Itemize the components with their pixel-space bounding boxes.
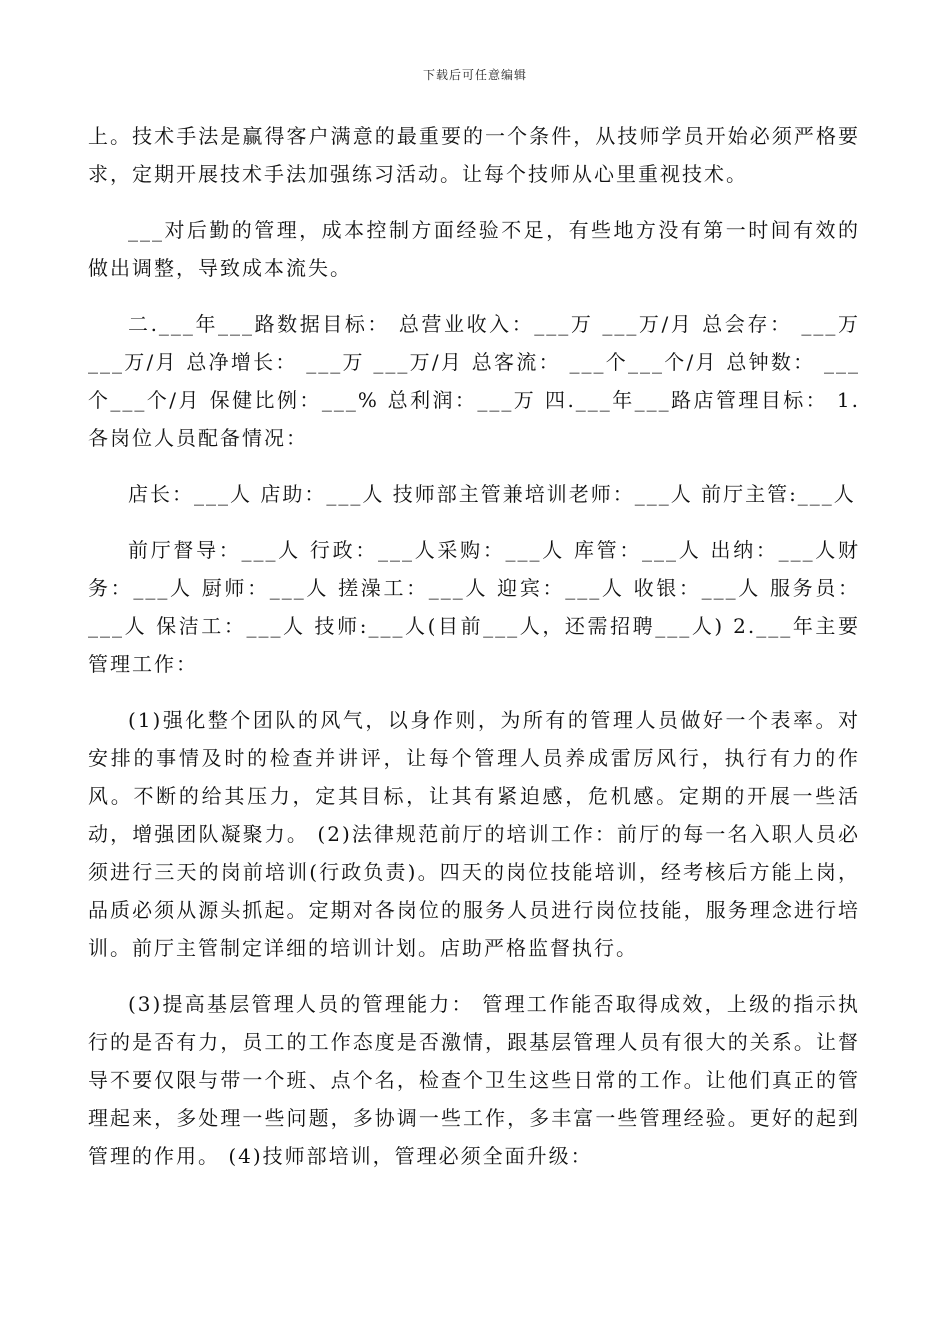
paragraph-data-targets: 二.___年___路数据目标： 总营业收入：___万 ___万/月 总会存： ___万___万/月 总净增长： ___万 ___万/月 总客流： ___个___个/月 总钟数： ___个___个/月 保健比例：___% 总利润：___万 四.___年___路店管理目标： 1.各岗位人员配备情况： xyxy=(88,312,860,450)
paragraph-grassroots-management: (3)提高基层管理人员的管理能力： 管理工作能否取得成效，上级的指示执行的是否有力，员工的工作态度是否激情，跟基层管理人员有很大的关系。让督导不要仅限与带一个班、点个名，检查个卫生这些日常的工作。让他们真正的管理起来，多处理一些问题，多协调一些工作，多丰富一些管理经验。更好的起到管理的作用。 (4)技师部培训，管理必须全面升级： xyxy=(88,992,860,1168)
paragraph-team-training: (1)强化整个团队的风气，以身作则，为所有的管理人员做好一个表率。对安排的事情及时的检查并讲评，让每个管理人员养成雷厉风行，执行有力的作风。不断的给其压力，定其目标，让其有紧迫感，危机感。定期的开展一些活动，增强团队凝聚力。 (2)法律规范前厅的培训工作：前厅的每一名入职人员必须进行三天的岗前培训(行政负责)。四天的岗位技能培训，经考核后方能上岗，品质必须从源头抓起。定期对各岗位的服务人员进行岗位技能，服务理念进行培训。前厅主管制定详细的培训计划。店助严格监督执行。 xyxy=(88,708,860,960)
paragraph-staffing-frontdesk: 前厅督导：___人 行政：___人采购：___人 库管：___人 出纳：___人财务：___人 厨师：___人 搓澡工：___人 迎宾：___人 收银：___人 服务员：___人 保洁工：___人 技师:___人(目前___人，还需招聘___人) 2.___年主要管理工作： xyxy=(88,538,860,676)
paragraph-technique-requirement: 上。技术手法是赢得客户满意的最重要的一个条件，从技师学员开始必须严格要求，定期开展技术手法加强练习活动。让每个技师从心里重视技术。 xyxy=(88,124,860,186)
document-body xyxy=(88,117,860,1193)
page-header: 下载后可任意编辑 xyxy=(422,68,527,82)
paragraph-staffing-manager: 店长：___人 店助：___人 技师部主管兼培训老师：___人 前厅主管:___人 xyxy=(128,482,856,506)
paragraph-logistics-management: ___对后勤的管理，成本控制方面经验不足，有些地方没有第一时间有效的做出调整，导致成本流失。 xyxy=(88,218,860,280)
